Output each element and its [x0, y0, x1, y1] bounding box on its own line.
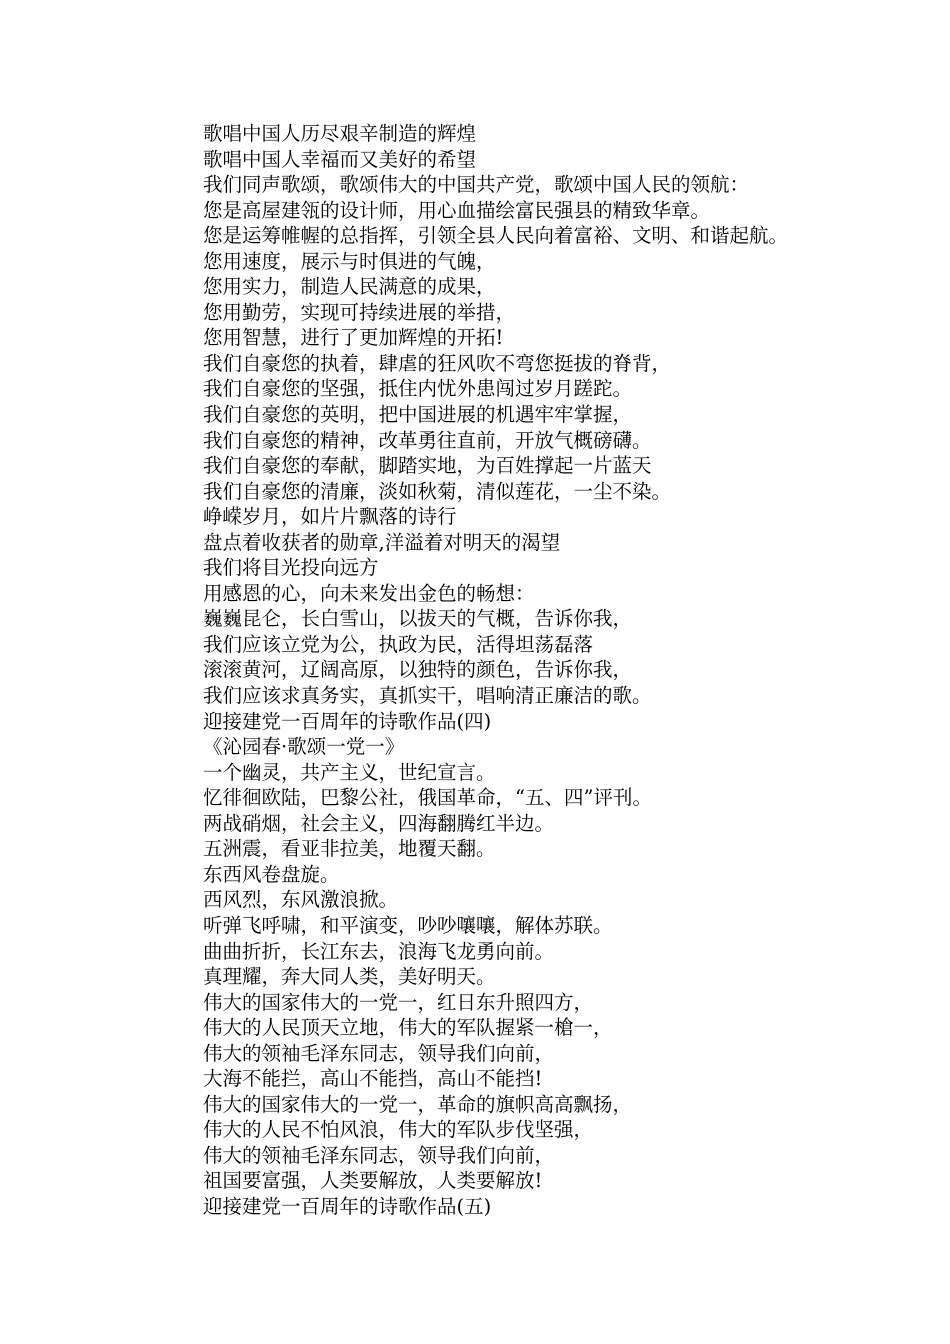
text-line: 盘点着收获者的勋章,洋溢着对明天的渴望 — [203, 530, 561, 554]
text-line: 伟大的人民顶天立地，伟大的军队握紧一槍一， — [203, 1016, 613, 1040]
text-line: 伟大的人民不怕风浪，伟大的军队步伐坚强， — [203, 1118, 594, 1142]
text-line: 真理耀，奔大同人类，美好明天。 — [203, 965, 496, 989]
text-line: 巍巍昆仑，长白雪山，以拔天的气概，告诉你我， — [203, 607, 633, 631]
text-line: 您用智慧，进行了更加辉煌的开拓! — [203, 326, 504, 350]
text-line: 歌唱中国人幸福而又美好的希望 — [203, 147, 477, 171]
text-line: 我们自豪您的清廉，淡如秋菊，清似莲花，一尘不染。 — [203, 479, 672, 503]
text-line: 您用实力，制造人民满意的成果， — [203, 275, 496, 299]
text-line: 忆徘徊欧陆，巴黎公社，俄国革命，“五、四”评刊。 — [203, 786, 652, 810]
text-line: 伟大的领袖毛泽东同志，领导我们向前， — [203, 1041, 555, 1065]
text-line: 峥嵘岁月，如片片飘落的诗行 — [203, 505, 457, 529]
text-line: 伟大的领袖毛泽东同志，领导我们向前， — [203, 1143, 555, 1167]
text-line: 祖国要富强，人类要解放，人类要解放! — [203, 1169, 543, 1193]
text-line: 我们自豪您的奉献，脚踏实地，为百姓撑起一片蓝天 — [203, 454, 652, 478]
text-line: 您用勤劳，实现可持续进展的举措， — [203, 300, 516, 324]
text-line: 我们自豪您的执着，肆虐的狂风吹不弯您挺拔的脊背， — [203, 351, 672, 375]
text-line: 大海不能拦，高山不能挡，高山不能挡! — [203, 1067, 543, 1091]
text-line: 滚滚黄河，辽阔高原，以独特的颜色，告诉你我， — [203, 658, 633, 682]
section-heading: 迎接建党一百周年的诗歌作品(四) — [203, 709, 492, 733]
text-line: 伟大的国家伟大的一党一，革命的旗帜高高飘扬， — [203, 1092, 633, 1116]
text-line: 听弹飞呼啸，和平演变，吵吵嚷嚷，解体苏联。 — [203, 913, 613, 937]
poem-text-block — [145, 121, 825, 1220]
text-line: 您是高屋建瓴的设计师，用心血描绘富民强县的精致华章。 — [203, 198, 711, 222]
text-line: 您是运筹帷幄的总指挥，引领全县人民向着富裕、文明、和谐起航。 — [203, 224, 789, 248]
text-line: 我们应该求真务实，真抓实干，唱响清正廉洁的歌。 — [203, 684, 652, 708]
text-line: 我们应该立党为公，执政为民，活得坦荡磊落 — [203, 632, 594, 656]
poem-title: 《沁园春·歌颂一党一》 — [203, 735, 405, 759]
text-line: 我们同声歌颂，歌颂伟大的中国共产党，歌颂中国人民的领航： — [203, 173, 750, 197]
text-line: 西风烈，东风激浪掀。 — [203, 888, 399, 912]
text-line: 我们自豪您的精神，改革勇往直前，开放气概磅礴。 — [203, 428, 652, 452]
text-line: 五洲震，看亚非拉美，地覆天翻。 — [203, 837, 496, 861]
text-line: 两战硝烟，社会主义，四海翻腾红半边。 — [203, 811, 555, 835]
text-line: 东西风卷盘旋。 — [203, 862, 340, 886]
text-line: 您用速度，展示与时俱进的气魄， — [203, 249, 496, 273]
text-line: 用感恩的心，向未来发出金色的畅想： — [203, 581, 535, 605]
text-line: 伟大的国家伟大的一党一，红日东升照四方， — [203, 990, 594, 1014]
text-line: 曲曲折折，长江东去，浪海飞龙勇向前。 — [203, 939, 555, 963]
text-line: 我们自豪您的坚强，抵住内忧外患闯过岁月蹉跎。 — [203, 377, 633, 401]
text-line: 一个幽灵，共产主义，世纪宣言。 — [203, 760, 496, 784]
text-line: 歌唱中国人历尽艰辛制造的辉煌 — [203, 122, 477, 145]
section-heading: 迎接建党一百周年的诗歌作品(五) — [203, 1194, 492, 1218]
text-line: 我们将目光投向远方 — [203, 556, 379, 580]
text-line: 我们自豪您的英明，把中国进展的机遇牢牢掌握， — [203, 403, 633, 427]
